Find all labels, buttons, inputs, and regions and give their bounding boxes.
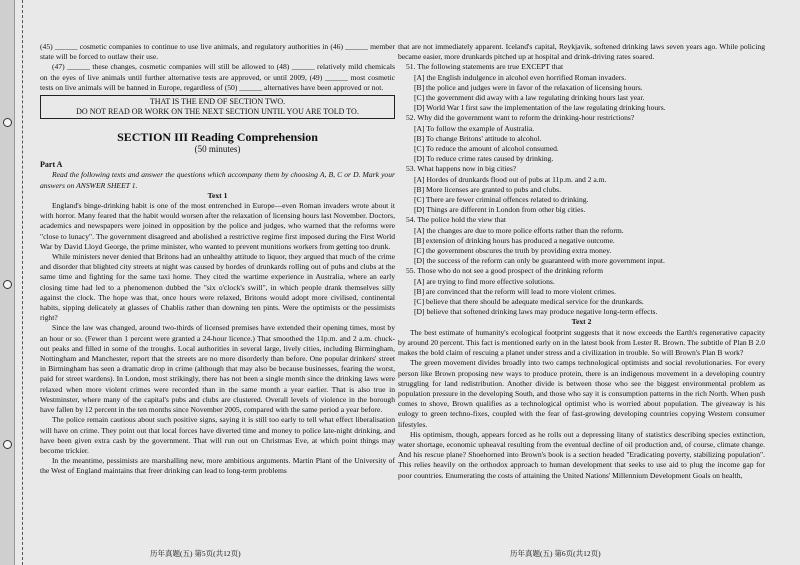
binding-strip [0, 0, 15, 565]
answer-option: [C] the government obscures the truth by providing extra money. [414, 246, 612, 256]
left-column [40, 42, 395, 477]
answer-option: [C] believe that there should be adequate medical service for the drunkards. [414, 297, 644, 307]
end-of-section-notice [40, 95, 395, 119]
text1-paragraph: While ministers never denied that Britons had an unhealthy attitude to liquor, they argued that much of the crime and disorder that blighted city streets at night was caused by hordes of drunkards rolling out of pubs and clubs at the same time and fighting for the same taxi home. They cited the wartime experience in Australia, where an early closing time had led to a phenomenon dubbed the "six o'clock's swill", in which people drank themselves silly against the clock. The hope was that, once hours were relaxed, Britons would adopt more civilised, continental habits, sipping delicately at glasses of Chablis rather than downing ten pints. Were the optimists or the pessimists right? [40, 252, 395, 323]
question-stem: 53. What happens now in big cities? [406, 164, 517, 174]
answer-option: [B] are convinced that the reform will lead to more violent crimes. [414, 286, 617, 296]
notice-line-2: DO NOT READ OR WORK ON THE NEXT SECTION UNTIL YOU ARE TOLD TO. [76, 107, 359, 117]
answer-option: [A] the changes are due to more police efforts rather than the reform. [414, 225, 624, 235]
text2-paragraph: His optimism, though, appears forced as he rolls out a depressing litany of statistics describing species extinction, water shortage, economic upheaval resulting from the eventual decline of oil production and, of course, climate change. And his rescue plane? Shoehorned into Brown's book is a section headed "Eradicating poverty, stabilizing population". This relies heavily on the orthodox approach to human development that seeks to use aid to plug the income gap for poor countries. Enumerating the costs of attaining the United Nations' Millennium Development Goals on health, [398, 429, 765, 480]
answer-option: [B] extension of drinking hours has produced a negative outcome. [414, 235, 615, 245]
answer-option: [B] To change Britons' attitude to alcohol. [414, 133, 542, 143]
cut-line [22, 0, 23, 565]
question-stem: 54. The police hold the view that [406, 215, 507, 225]
text2-paragraph: The best estimate of humanity's ecological footprint suggests that it now exceeds the Earth's regenerative capacity by around 20 percent. This fact is mentioned early on in the latest book from Lester R. Brown. The subtitle of Plan B 2.0 makes the bold claim of rescuing a planet under stress and a civilization in trouble. So will Brown's Plan B work? [398, 327, 765, 358]
text1-continuation: that are not immediately apparent. Iceland's capital, Reykjavik, softened drinking laws seven years ago. While policing became easier, more drunkards pitched up at hospital and drink-driving rates soared. [398, 42, 765, 62]
instructions: Read the following texts and answer the questions which accompany them by choosing A, B, C or D. Mark your answers on ANSWER SHEET 1. [40, 170, 395, 190]
binding-hole [3, 118, 12, 127]
question-stem: 55. Those who do not see a good prospect of the drinking reform [406, 266, 604, 276]
answer-option: [D] To reduce crime rates caused by drinking. [414, 154, 554, 164]
notice-line-1: THAT IS THE END OF SECTION TWO. [149, 97, 286, 107]
page-footer-left: 历年真题(五) 第5页(共12页) [150, 549, 241, 558]
part-a-heading: Part A [40, 160, 63, 170]
answer-option: [A] To follow the example of Australia. [414, 123, 535, 133]
answer-option: [D] World War I first saw the implementation of the law regulating drinking hours. [414, 103, 666, 113]
question-list [398, 62, 765, 317]
section-minutes: (50 minutes) [194, 144, 241, 155]
text1-paragraph: In the meantime, pessimists are marshalling new, more ambitious arguments. Martin Plant of the University of the West of England maintains that freer drinking can lead to long-term problems [40, 456, 395, 476]
answer-option: [A] are trying to find more effective solutions. [414, 276, 555, 286]
right-column [398, 42, 765, 481]
answer-option: [D] the success of the reform can only be guaranteed with more government input. [414, 256, 665, 266]
answer-option: [D] Things are different in London from other big cities. [414, 205, 586, 215]
answer-option: [C] There are fewer criminal offences related to drinking. [414, 195, 589, 205]
text1-paragraph: Since the law was changed, around two-thirds of licensed premises have extended their opening times, most by an hour or so. (Fewer than 1 percent were granted a 24-hour licence.) That smoothed the 11p.m. and 2 a.m. chuck-out peaks and filled in some of the troughs. Local authorities in several large, lively cities, including Birmingham, Nottingham and Manchester, report that the streets are no more disorderly than before. One popular drinkers' street in Birmingham has seen a dramatic drop in crime (although that may also be because businesses, fearing the worst, paid for street wardens). In London, most strikingly, there has not been a single month since the drinking laws were relaxed when more violent crimes were recorded than in the same month a year earlier. That is also true in Westminster, where many of the capital's pubs and clubs are clustered. Overall levels of violence in the borough have fallen by 12 percent in the ten months since November 2005, compared with the same period a year before. [40, 323, 395, 415]
text1-paragraph: England's binge-drinking habit is one of the most entrenched in Europe—even Roman invaders wrote about it with horror. Many feared that the habit would worsen after the relaxation of licensing hours last November. Doctors, academics and newspapers were joined in opposition by the police and judges, who warned that the reforms were "close to lunacy". The government disagreed and abolished a restrictive regime first imposed during the First World War by David Lloyd George, the prime minister, who wanted to prevent munitions workers from getting too drunk. [40, 201, 395, 251]
answer-option: [B] More licenses are granted to pubs and clubs. [414, 184, 561, 194]
text2-title: Text 2 [571, 317, 592, 327]
section-title: SECTION III Reading Comprehension [117, 130, 318, 145]
text2-paragraph: The green movement divides broadly into two camps technological optimists and social revolutionaries. For every person like Brown proposing new ways to produce protein, there is an indigenous movement in a developing country struggling for land redistribution. Another divide is between those who see the biggest environmental problem as population pressure in the developing South, and those who say it is consumption patterns in the rich North. When push comes to shove, Brown qualifies as a technological optimist who is worried about population. The giveaway is his eulogy to green techno-fixes, coupled with the fear of fast-growing developing countries copying Western consumer lifestyles. [398, 358, 765, 429]
text1-title: Text 1 [207, 190, 228, 200]
binding-hole [3, 440, 12, 449]
cloze-45-46: (45) ______ cosmetic companies to continue to use live animals, and regulatory authorities in (46) ______ member state will be forced to outlaw their use. [40, 42, 395, 62]
answer-option: [A] Hordes of drunkards flood out of pubs at 11p.m. and 2 a.m. [414, 174, 607, 184]
text1-paragraph: The police remain cautious about such positive signs, saying it is still too early to tell what effect liberalisation will have on crime. They point out that local forces have diverted time and money to police late-night drinking, and have been given extra cash by the government. That will run out on Christmas Eve, at which point things may become trickier. [40, 415, 395, 455]
answer-option: [B] the police and judges were in favor of the relaxation of licensing hours. [414, 82, 643, 92]
cloze-47-50: (47) ______ these changes, cosmetic companies will still be allowed to (48) ______ relatively mild chemicals on the eyes of live animals until further alternative tests are approved, or until 2009, (49) ______ most cosmetic tests on live animals will be banned in Europe, regardless of (50) ______ alternatives have been approved or not. [40, 62, 395, 92]
question-stem: 52. Why did the government want to reform the drinking-hour restrictions? [406, 113, 635, 123]
answer-option: [A] the English indulgence in alcohol even horrified Roman invaders. [414, 72, 627, 82]
binding-hole [3, 280, 12, 289]
page-footer-right: 历年真题(五) 第6页(共12页) [510, 549, 601, 558]
answer-option: [C] the government did away with a law regulating drinking hours last year. [414, 93, 645, 103]
question-stem: 51. The following statements are true EXCEPT that [406, 62, 564, 72]
answer-option: [C] To reduce the amount of alcohol consumed. [414, 144, 559, 154]
answer-option: [D] believe that softened drinking laws may produce negative long-term effects. [414, 307, 658, 317]
